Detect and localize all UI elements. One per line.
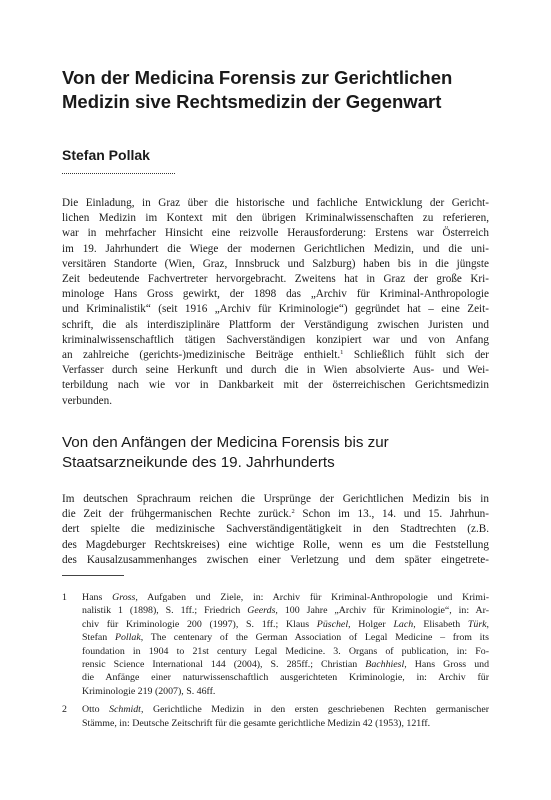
footnote-reference-2[interactable]: 2 xyxy=(291,508,295,516)
text-segment: die Anfänge einer naturwissenschaftlich ausgerichteten Kriminologie, in: Archiv für xyxy=(82,672,489,684)
text-segment: , xyxy=(486,618,490,630)
footnote-line xyxy=(82,658,489,671)
footnote-text xyxy=(82,703,489,730)
text-line: im 19. Jahrhundert die Wiege der modernen Gerichtlichen Medizin, und die uni- xyxy=(62,242,489,255)
footnote-line xyxy=(82,604,489,617)
text-line: dert spielte die medizinische Sachverständigentätigkeit in den Stadtrechten (z.B. xyxy=(62,523,489,536)
text-line: Im deutschen Sprachraum reichen die Ursprünge der Gerichtlichen Medizin bis in xyxy=(62,493,489,505)
text-segment: Schließlich fühlt sich der xyxy=(343,349,489,362)
text-segment: Stämme, in: Deutsche Zeitschrift für die gesamte gerichtliche Medizin 42 (1953), 121ff. xyxy=(82,717,431,729)
text-line: schrift, die als interdisziplinäre Plattform der Verständigung zwischen Juristen und xyxy=(62,318,489,331)
text-segment: , 100 Jahre „Archiv für Kriminologie“, in: Ar- xyxy=(275,605,490,617)
chapter-title-line-1: Von der Medicina Forensis zur Gerichtlichen xyxy=(62,67,453,88)
text-line xyxy=(62,348,489,363)
author-surname: Pollak xyxy=(114,632,141,644)
text-line: und Kriminalistik“ (seit 1916 „Archiv für Kriminologie“) gegründet hat – eine Zeit- xyxy=(62,303,489,316)
author-surname: Bachhiesl xyxy=(365,659,405,671)
text-segment: foundation in 1904 to 21st century Legal Medicine. 3. Organs of publication, in: Fo- xyxy=(82,645,489,657)
text-segment: die Zeit der frühgermanischen Rechte zurück. xyxy=(62,508,292,521)
intro-paragraph xyxy=(62,196,489,409)
text-line xyxy=(62,507,489,522)
text-segment: Hans xyxy=(82,592,113,603)
section-heading-line-2: Staatsarzneikunde des 19. Jahrhunderts xyxy=(62,454,335,471)
text-line: versitären Standorte (Wien, Graz, Innsbruck und Salzburg) haben bis in die jüngste xyxy=(62,257,489,270)
text-line: minologe Hans Gross gewirkt, der 1898 das „Archiv für Kriminal-Anthropologie xyxy=(62,288,489,301)
text-segment: Kriminologie 219 (2007), S. 46ff. xyxy=(82,685,216,697)
author-surname: Geerds xyxy=(247,605,276,617)
footnote-number: 1 xyxy=(62,592,67,603)
text-segment: , The centenary of the German Association of Legal Medicine – from its xyxy=(140,632,489,644)
text-segment: , Gerichtliche Medizin in den ersten geschriebenen Rechten germanischer xyxy=(140,704,490,716)
author-surname: Püschel xyxy=(316,618,349,630)
footnote-reference-1[interactable]: 1 xyxy=(340,349,344,357)
author-surname: Türk xyxy=(467,618,487,630)
author-surname: Schmidt xyxy=(109,704,141,716)
text-line: Zeit bedeutende Fachvertreter hervorgebracht. Zweitens hat in Graz der große Kri- xyxy=(62,273,489,286)
author-name: Stefan Pollak xyxy=(62,147,150,163)
text-line: terbildung nach wie vor in Dankbarkeit mit der österreichischen Gerichtsmedizin xyxy=(62,379,489,392)
text-segment: Stefan xyxy=(82,632,115,644)
footnote-line xyxy=(82,631,489,644)
text-line: Verfasser durch seine Herkunft und durch die in Wien absolvierte Aus- und Wei- xyxy=(62,364,489,377)
footnote-line xyxy=(82,671,489,684)
text-line: lichen Medizin im Kontext mit den übrigen Kriminalwissenschaften zu referieren, xyxy=(62,212,489,225)
section-paragraph xyxy=(62,492,489,568)
text-segment: nalistik 1 (1898), S. 1ff.; Friedrich xyxy=(82,605,248,617)
section-heading xyxy=(62,433,389,473)
footnote-line xyxy=(82,618,489,631)
text-line: Die Einladung, in Graz über die historische und fachliche Entwicklung der Gericht- xyxy=(62,197,489,209)
footnote-line xyxy=(82,685,489,698)
text-line: war in mehrfacher Hinsicht eine reizvolle Herausforderung: Erstens war Österreich xyxy=(62,227,489,240)
chapter-title-line-2: Medizin sive Rechtsmedizin der Gegenwart xyxy=(62,91,442,112)
author-dotted-divider xyxy=(62,173,175,174)
text-segment: , Aufgaben und Ziele, in: Archiv für Kriminal-Anthropologie und Krimi- xyxy=(135,592,490,603)
footnote-line xyxy=(82,703,489,716)
text-segment: an zahlreiche (gerichts-)medizinische Beiträge enthielt. xyxy=(62,349,341,362)
footnote-text xyxy=(82,591,489,698)
text-line: kriminalwissenschaftlich tätigen Sachverständigen konzipiert war und von Anfang xyxy=(62,333,489,346)
text-segment: , Hans Gross und xyxy=(404,659,490,671)
footnote-number: 2 xyxy=(62,704,67,716)
section-heading-line-1: Von den Anfängen der Medicina Forensis bis zur xyxy=(62,434,389,451)
text-line: des Magdeburger Rechtskreises) eine wichtige Rolle, wenn es um die Feststellung xyxy=(62,538,489,551)
text-segment: Schon im 13., 14. und 15. Jahrhun- xyxy=(294,508,489,521)
text-segment: , Holger xyxy=(348,618,394,630)
footnote-1 xyxy=(62,591,489,698)
footnote-separator xyxy=(62,575,124,576)
footnotes xyxy=(62,591,489,735)
text-segment: chiv für Kriminologie 200 (1997), S. 1ff.; Klaus xyxy=(82,618,317,630)
text-segment: Otto xyxy=(82,704,110,716)
footnote-2 xyxy=(62,703,489,730)
text-line: des Kausalzusammenhanges zwischen einer Verletzung und dem später eingetrete- xyxy=(62,553,489,566)
chapter-title xyxy=(62,66,502,114)
footnote-line xyxy=(82,717,489,730)
text-segment: rensic Science International 144 (2004), S. 285ff.; Christian xyxy=(82,659,366,671)
footnote-line xyxy=(82,591,489,604)
text-segment: , Elisabeth xyxy=(413,618,468,630)
text-line: verbunden. xyxy=(62,394,113,407)
author-surname: Gross xyxy=(112,592,136,603)
author-surname: Lach xyxy=(393,618,414,630)
footnote-line xyxy=(82,645,489,658)
